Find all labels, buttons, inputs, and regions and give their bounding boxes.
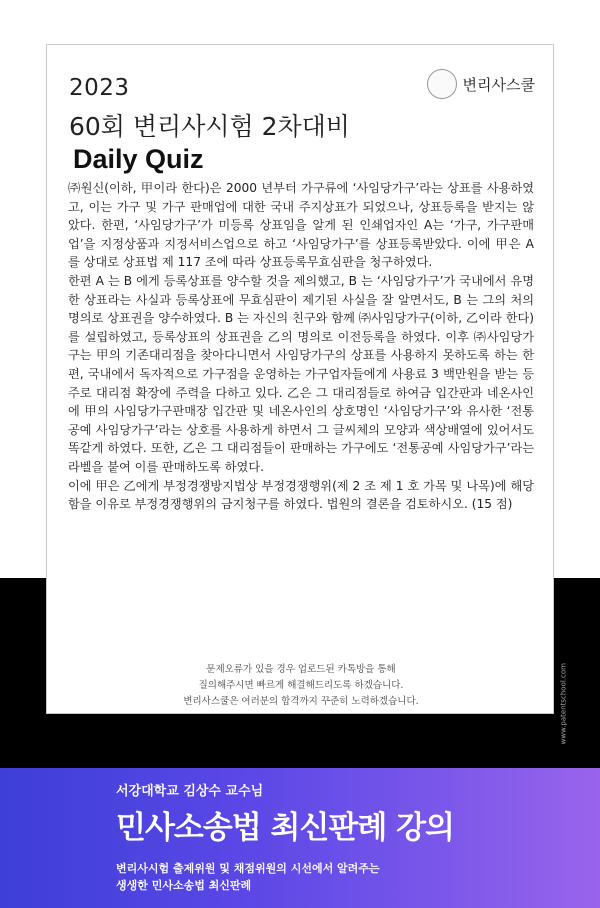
year-label: 2023 (69, 75, 130, 101)
banner-desc-line-2: 생생한 민사소송법 최신판례 (116, 879, 252, 892)
side-url: www.patentschool.com (559, 663, 567, 745)
quiz-card (46, 44, 567, 745)
footer-line-2: 질의해주시면 빠르게 해결해드리도록 하겠습니다. (198, 680, 404, 691)
brand-name: 변리사스쿨 (462, 75, 535, 94)
banner-desc-line-1: 변리사시험 출제위원 및 채점위원의 시선에서 알려주는 (116, 862, 380, 875)
exam-title: 60회 변리사시험 2차대비 (69, 112, 350, 141)
quiz-title: Daily Quiz (73, 144, 204, 174)
brand-logo-icon (427, 69, 457, 99)
banner-subtitle: 서강대학교 김상수 교수님 (116, 784, 264, 799)
footer-line-3: 변리사스쿨은 여러분의 합격까지 꾸준히 노력하겠습니다. (183, 696, 419, 707)
brand (427, 69, 535, 99)
banner-description (116, 860, 380, 894)
footer-line-1: 문제오류가 있을 경우 업로드된 카톡방을 통해 (206, 664, 396, 675)
question-paragraph-1: ㈜원신(이하, 甲이라 한다)은 2000 년부터 가구류에 ‘사임당가구’라는 상표를 사용하였고, 이는 가구 및 가구 판매업에 대한 국내 주지상표가 되었으나, 상표등록을 받지는 않았다. 한편, ‘사임당가구’가 미등록 상표임을 알게 된 인쇄업자인 A는 ‘가구, 가구판매업’을 지정상품과 지정서비스업으로 하고 ‘사임당가구’를 상표등록받았다. 이에 甲은 A 를 상대로 상표법 제 117 조에 따라 상표등록무효심판을 청구하였다. (68, 181, 534, 270)
question-paragraph-3: 이에 甲은 乙에게 부정경쟁방지법상 부정경쟁행위(제 2 조 제 1 호 가목 및 나목)에 해당함을 이유로 부정경쟁행위의 금지청구를 하였다. 법원의 결론을 검토하시오. (15 점) (68, 478, 534, 512)
question-text (68, 179, 534, 514)
lecture-banner[interactable] (0, 768, 600, 908)
footer-notice (47, 662, 555, 710)
question-paragraph-2: 한편 A 는 B 에게 등록상표를 양수할 것을 제의했고, B 는 ‘사임당가구’가 국내에서 유명한 상표라는 사실과 등록상표에 무효심판이 제기된 사실을 잘 알면서도, B 는 그의 처의 명의로 상표권을 양수하였다. B 는 자신의 친구와 함께 ㈜사임당가구(이하, 乙이라 한다)를 설립하였고, 등록상표의 상표권을 乙의 명의로 이전등록을 하였다. 이후 ㈜사임당가구는 甲의 기존대리점을 찾아다니면서 사임당가구의 상표를 사용하지 못하도록 하는 한편, 국내에서 독자적으로 가구점을 운영하는 가구업자들에게 사용료 3 백만원을 받는 등 주로 대리점 확장에 주력을 다하고 있다. 乙은 그 대리점들로 하여금 입간판과 네온사인에 甲의 사임당가구판매장 입간판 및 네온사인의 상호명인 ‘사임당가구’와 유사한 ‘전통공예 사임당가구’라는 상호를 사용하게 하면서 그 글씨체의 모양과 색상배열에 있어서도 똑같게 하였다. 또한, 乙은 그 대리점들이 판매하는 가구에도 ‘전통공예 사임당가구’라는 라벨을 붙여 이를 판매하도록 하였다. (68, 273, 534, 474)
banner-title: 민사소송법 최신판례 강의 (116, 810, 454, 846)
